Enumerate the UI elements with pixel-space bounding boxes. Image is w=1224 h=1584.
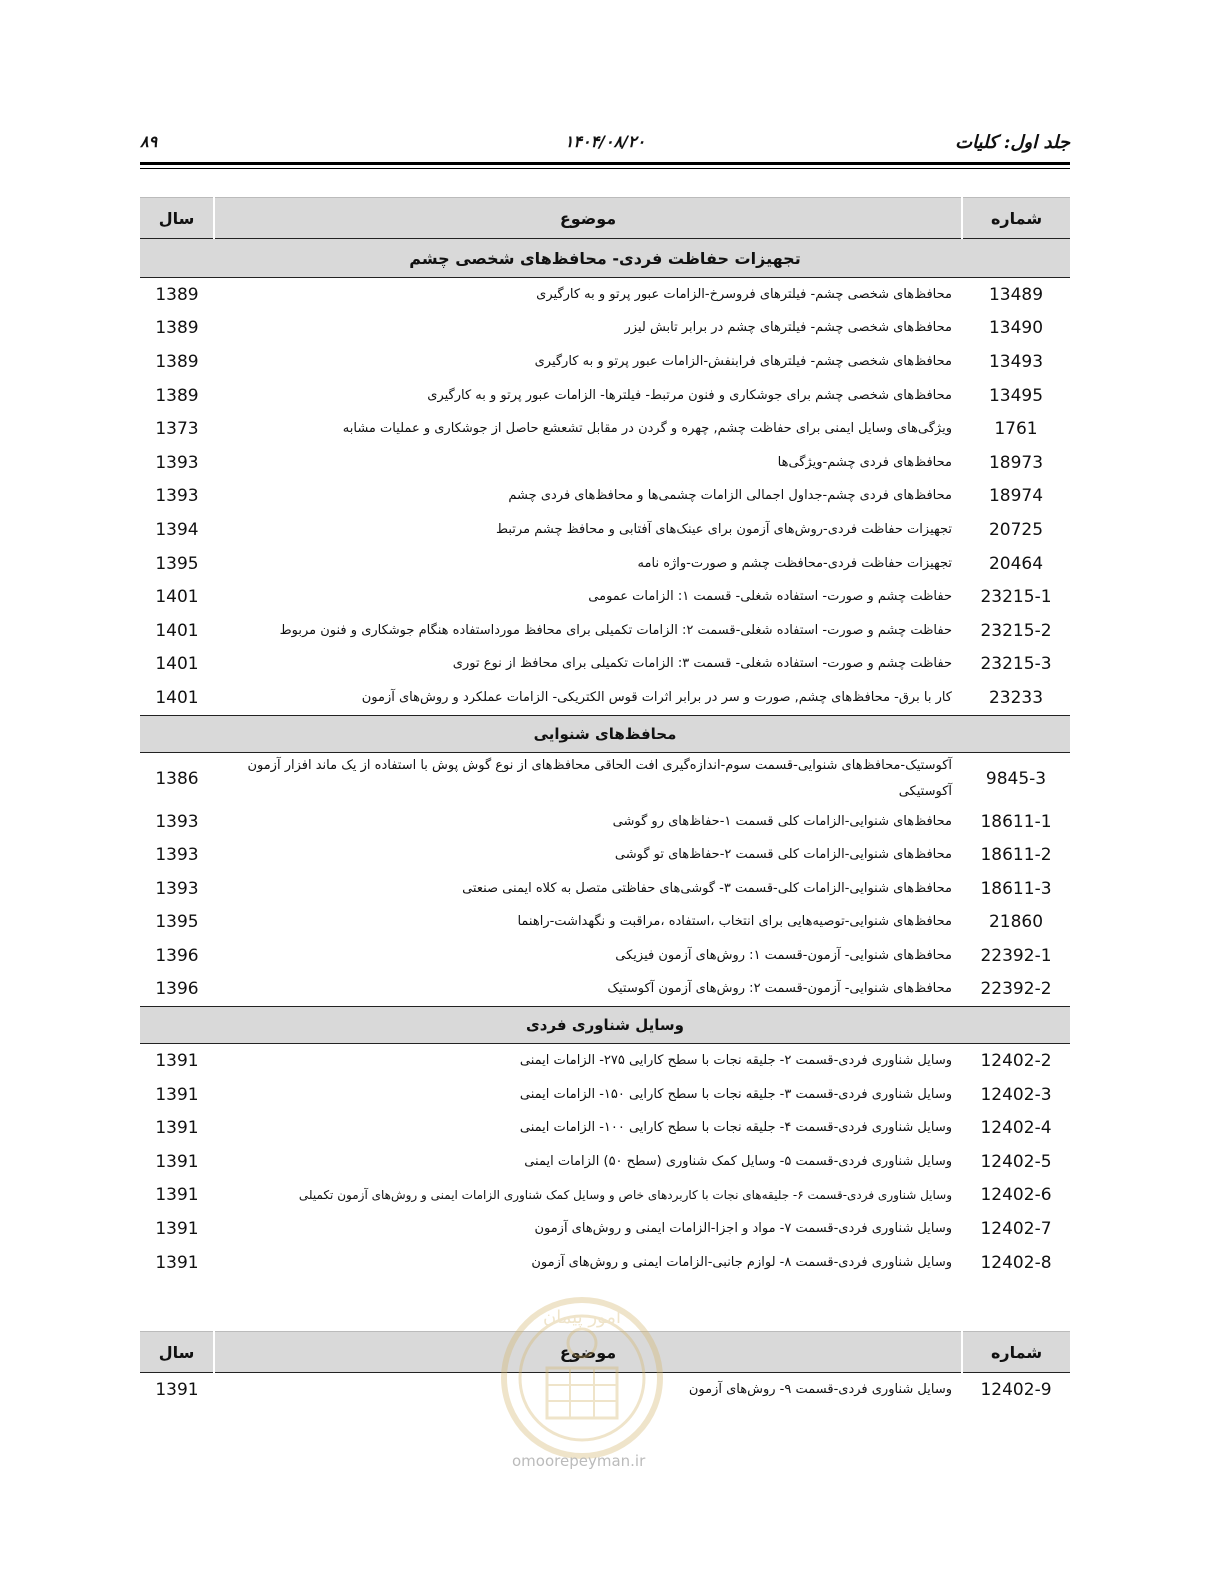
table-row bbox=[140, 1246, 1070, 1280]
standard-subject: وسایل شناوری فردی-قسمت ۲- جلیقه نجات با سطح کارایی ۲۷۵- الزامات ایمنی bbox=[519, 1053, 952, 1069]
standard-number: 21860 bbox=[988, 912, 1044, 933]
table-row bbox=[140, 681, 1070, 715]
watermark-url: omoorepeyman.ir bbox=[512, 1452, 646, 1470]
standard-number: 20464 bbox=[988, 553, 1044, 574]
header-subject: موضوع bbox=[214, 198, 962, 239]
header-rule-thick bbox=[140, 162, 1070, 165]
standard-number: 12402-8 bbox=[980, 1252, 1052, 1273]
table-row bbox=[140, 1373, 1070, 1407]
header-date: ۱۴۰۴/۰۸/۲۰ bbox=[564, 132, 646, 151]
standards-table bbox=[140, 197, 1070, 1279]
standard-subject: وسایل شناوری فردی-قسمت ۸- لوازم جانبی-الزامات ایمنی و روش‌های آزمون bbox=[531, 1254, 952, 1270]
standard-subject: وسایل شناوری فردی-قسمت ۶- جلیقه‌های نجات با کاربردهای خاص و وسایل کمک شناوری الزامات ایمنی و روش‌های آزمون تکمیلی bbox=[298, 1188, 952, 1203]
standard-number: 23215-1 bbox=[980, 587, 1052, 608]
standard-number: 12402-9 bbox=[980, 1379, 1052, 1400]
table-row bbox=[140, 648, 1070, 682]
header-number: شماره bbox=[962, 1332, 1070, 1373]
table-row bbox=[140, 580, 1070, 614]
header-rule-thin bbox=[140, 168, 1070, 169]
standard-number: 23233 bbox=[988, 687, 1044, 708]
standard-subject: حفاظت چشم و صورت- استفاده شغلی-قسمت ۲: الزامات تکمیلی برای محافظ مورداستفاده هنگام جوشکاری و فنون مربوط bbox=[279, 622, 952, 638]
header-number: شماره bbox=[962, 198, 1070, 239]
standard-subject: محافظ‌های شنوایی-الزامات کلی قسمت ۱-حفاظ‌های رو گوشی bbox=[612, 813, 952, 829]
standard-year: 1401 bbox=[155, 687, 199, 708]
standard-subject: وسایل شناوری فردی-قسمت ۷- مواد و اجزا-الزامات ایمنی و روش‌های آزمون bbox=[534, 1221, 952, 1237]
standard-subject: محافظ‌های شنوایی- آزمون-قسمت ۱: روش‌های آزمون فیزیکی bbox=[615, 947, 952, 963]
standard-year: 1401 bbox=[155, 620, 199, 641]
standard-number: 23215-2 bbox=[980, 620, 1052, 641]
standard-number: 18611-1 bbox=[980, 811, 1052, 832]
standard-number: 12402-4 bbox=[980, 1118, 1052, 1139]
standard-subject: وسایل شناوری فردی-قسمت ۹- روش‌های آزمون bbox=[688, 1381, 952, 1397]
standard-subject: محافظ‌های شنوایی-الزامات کلی قسمت ۲-حفاظ‌های تو گوشی bbox=[614, 847, 952, 863]
table-row bbox=[140, 939, 1070, 973]
standard-year: 1393 bbox=[155, 452, 199, 473]
table-row bbox=[140, 906, 1070, 940]
table-header-row bbox=[140, 198, 1070, 239]
standard-year: 1391 bbox=[155, 1219, 199, 1240]
table-row bbox=[140, 1111, 1070, 1145]
standard-year: 1386 bbox=[155, 768, 199, 789]
table-row bbox=[140, 752, 1070, 805]
header-year: سال bbox=[140, 198, 214, 239]
standard-subject: محافظ‌های شخصی چشم برای جوشکاری و فنون مرتبط- فیلترها- الزامات عبور پرتو و به کارگیری bbox=[427, 387, 952, 403]
standard-year: 1391 bbox=[155, 1151, 199, 1172]
table-row bbox=[140, 412, 1070, 446]
standard-number: 12402-3 bbox=[980, 1084, 1052, 1105]
standard-number: 13495 bbox=[988, 385, 1044, 406]
standard-year: 1396 bbox=[155, 945, 199, 966]
standard-year: 1391 bbox=[155, 1252, 199, 1273]
standard-year: 1391 bbox=[155, 1118, 199, 1139]
table-row bbox=[140, 446, 1070, 480]
standard-year: 1393 bbox=[155, 845, 199, 866]
standard-year: 1401 bbox=[155, 587, 199, 608]
standard-subject: حفاظت چشم و صورت- استفاده شغلی- قسمت ۳: الزامات تکمیلی برای محافظ از نوع توری bbox=[452, 656, 952, 672]
table-row bbox=[140, 312, 1070, 346]
table-row bbox=[140, 872, 1070, 906]
page-number: ۸۹ bbox=[140, 132, 158, 151]
standard-subject: تجهیزات حفاظت فردی-محافظت چشم و صورت-واژه نامه bbox=[637, 555, 952, 571]
standard-number: 18611-3 bbox=[980, 878, 1052, 899]
standard-year: 1391 bbox=[155, 1379, 199, 1400]
standard-year: 1391 bbox=[155, 1084, 199, 1105]
standard-number: 13493 bbox=[988, 351, 1044, 372]
section-title: محافظ‌های شنوایی bbox=[140, 715, 1070, 752]
standard-number: 9845-3 bbox=[985, 768, 1047, 789]
watermark-logo-text: امور پیمان bbox=[543, 1307, 621, 1328]
table-row bbox=[140, 1212, 1070, 1246]
header-subject: موضوع bbox=[214, 1332, 962, 1373]
standard-number: 13489 bbox=[988, 284, 1044, 305]
table-row bbox=[140, 345, 1070, 379]
standard-year: 1394 bbox=[155, 519, 199, 540]
standard-subject: ویژگی‌های وسایل ایمنی برای حفاظت چشم, چهره و گردن در مقابل تشعشع حاصل از جوشکاری و عملیات مشابه bbox=[342, 421, 952, 437]
section-title: تجهیزات حفاظت فردی- محافظ‌های شخصی چشم bbox=[140, 239, 1070, 278]
standard-subject: محافظ‌های فردی چشم-جداول اجمالی الزامات چشمی‌ها و محافظ‌های فردی چشم bbox=[508, 488, 952, 504]
standard-number: 13490 bbox=[988, 318, 1044, 339]
table-row bbox=[140, 1179, 1070, 1213]
standard-year: 1393 bbox=[155, 486, 199, 507]
table-row bbox=[140, 379, 1070, 413]
header-year: سال bbox=[140, 1332, 214, 1373]
standard-subject: محافظ‌های شنوایی- آزمون-قسمت ۲: روش‌های آزمون آکوستیک bbox=[607, 981, 952, 997]
standard-subject: حفاظت چشم و صورت- استفاده شغلی- قسمت ۱: الزامات عمومی bbox=[588, 589, 952, 605]
standard-number: 12402-5 bbox=[980, 1151, 1052, 1172]
standard-year: 1391 bbox=[155, 1185, 199, 1206]
standard-number: 18611-2 bbox=[980, 845, 1052, 866]
standard-year: 1393 bbox=[155, 878, 199, 899]
volume-title: جلد اول: کلیات bbox=[955, 132, 1070, 153]
page-header bbox=[140, 128, 1070, 162]
standard-number: 12402-6 bbox=[980, 1185, 1052, 1206]
standard-year: 1393 bbox=[155, 811, 199, 832]
table-row bbox=[140, 278, 1070, 312]
standard-year: 1389 bbox=[155, 284, 199, 305]
table-row bbox=[140, 547, 1070, 581]
standard-subject: آکوستیک-محافظ‌های شنوایی-قسمت سوم-اندازه‌گیری افت الحاقی محافظ‌های از نوع گوش پوش با استفاده از یک ماند افزار آزمون آکوستیکی bbox=[247, 757, 952, 799]
standard-subject: وسایل شناوری فردی-قسمت ۴- جلیقه نجات با سطح کارایی ۱۰۰- الزامات ایمنی bbox=[519, 1120, 952, 1136]
table-header-row bbox=[140, 1332, 1070, 1373]
table-row bbox=[140, 1145, 1070, 1179]
standard-year: 1373 bbox=[155, 419, 199, 440]
standard-number: 20725 bbox=[988, 519, 1044, 540]
standard-subject: وسایل شناوری فردی-قسمت ۵- وسایل کمک شناوری (سطح ۵۰) الزامات ایمنی bbox=[524, 1153, 952, 1169]
standard-year: 1389 bbox=[155, 385, 199, 406]
standard-number: 18974 bbox=[988, 486, 1044, 507]
table-row bbox=[140, 480, 1070, 514]
standard-year: 1395 bbox=[155, 553, 199, 574]
standard-year: 1389 bbox=[155, 318, 199, 339]
standard-subject: محافظ‌های شخصی چشم- فیلترهای فرابنفش-الزامات عبور پرتو و به کارگیری bbox=[534, 353, 952, 369]
standard-subject: تجهیزات حفاظت فردی-روش‌های آزمون برای عینک‌های آفتابی و محافظ چشم مرتبط bbox=[496, 521, 952, 537]
section-header-row bbox=[140, 715, 1070, 752]
table-row bbox=[140, 513, 1070, 547]
standard-number: 18973 bbox=[988, 452, 1044, 473]
table-row bbox=[140, 805, 1070, 839]
standard-subject: وسایل شناوری فردی-قسمت ۳- جلیقه نجات با سطح کارایی ۱۵۰- الزامات ایمنی bbox=[519, 1086, 952, 1102]
table-row bbox=[140, 838, 1070, 872]
standard-number: 22392-2 bbox=[980, 979, 1052, 1000]
standard-number: 1761 bbox=[994, 419, 1038, 440]
standard-year: 1401 bbox=[155, 654, 199, 675]
standard-subject: محافظ‌های شخصی چشم- فیلترهای فروسرخ-الزامات عبور پرتو و به کارگیری bbox=[536, 286, 952, 302]
table-row bbox=[140, 1078, 1070, 1112]
standard-subject: محافظ‌های شخصی چشم- فیلترهای چشم در برابر تابش لیزر bbox=[624, 320, 952, 336]
standard-subject: محافظ‌های شنوایی-الزامات کلی-قسمت ۳- گوشی‌های حفاظتی متصل به کلاه ایمنی صنعتی bbox=[462, 880, 952, 896]
standard-number: 23215-3 bbox=[980, 654, 1052, 675]
standards-table-continued bbox=[140, 1331, 1070, 1407]
standard-year: 1391 bbox=[155, 1051, 199, 1072]
standard-subject: کار با برق- محافظ‌های چشم, صورت و سر در برابر اثرات قوس الکتریکی- الزامات عملکرد و روش‌های آزمون bbox=[361, 689, 952, 705]
standard-number: 12402-7 bbox=[980, 1219, 1052, 1240]
standard-year: 1396 bbox=[155, 979, 199, 1000]
section-header-row bbox=[140, 1007, 1070, 1044]
standard-subject: محافظ‌های شنوایی-توصیه‌هایی برای انتخاب ،استفاده ،مراقبت و نگهداشت-راهنما bbox=[517, 914, 952, 930]
standard-subject: محافظ‌های فردی چشم-ویژگی‌ها bbox=[777, 454, 952, 470]
standard-number: 22392-1 bbox=[980, 945, 1052, 966]
table-row bbox=[140, 973, 1070, 1007]
table-row bbox=[140, 614, 1070, 648]
section-header-row bbox=[140, 239, 1070, 278]
standard-year: 1395 bbox=[155, 912, 199, 933]
table-row bbox=[140, 1044, 1070, 1078]
standard-year: 1389 bbox=[155, 351, 199, 372]
section-title: وسایل شناوری فردی bbox=[140, 1007, 1070, 1044]
standard-number: 12402-2 bbox=[980, 1051, 1052, 1072]
